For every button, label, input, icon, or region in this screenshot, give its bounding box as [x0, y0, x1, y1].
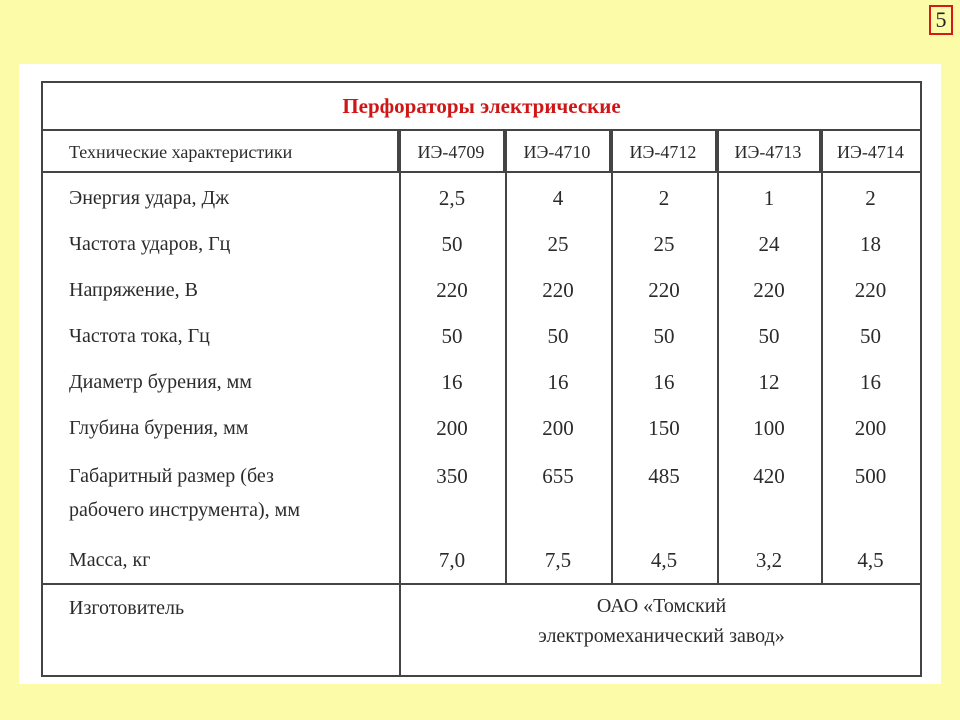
table-cell: 655	[542, 464, 574, 488]
table-cell: 16	[547, 370, 569, 394]
table-cell: 220	[753, 278, 785, 302]
table-cell: 3,2	[755, 548, 783, 572]
table-cell: 7,0	[438, 548, 466, 572]
row-label-impact-energy: Энергия удара, Дж	[69, 187, 230, 209]
row-divider	[43, 583, 920, 585]
page-number-badge: 5	[929, 5, 953, 35]
row-label-overall-size: Габаритный размер (без	[69, 465, 274, 487]
table-cell: 12	[758, 370, 780, 394]
table-cell: 1	[763, 186, 775, 210]
table-cell: 50	[441, 232, 463, 256]
table-cell: 420	[753, 464, 785, 488]
table-cell: 16	[860, 370, 881, 394]
table-cell: 50	[758, 324, 780, 348]
table-cell: 150	[648, 416, 680, 440]
table-cell: 4,5	[650, 548, 678, 572]
table-cell: 50	[441, 324, 463, 348]
manufacturer-line-1: ОАО «Томский	[596, 595, 727, 617]
manufacturer-line-2: электромеханический завод»	[538, 625, 785, 647]
table-cell: 16	[441, 370, 463, 394]
table-cell: 2	[865, 186, 876, 210]
table-cell: 500	[854, 464, 887, 488]
row-label-voltage: Напряжение, В	[69, 279, 199, 301]
table-cell: 50	[860, 324, 881, 348]
manufacturer-value	[401, 591, 922, 651]
table-cell: 25	[653, 232, 675, 256]
row-label-drill-depth: Глубина бурения, мм	[69, 417, 249, 439]
table-cell: 24	[758, 232, 780, 256]
table-cell: 4,5	[857, 548, 884, 572]
table-cell: 350	[436, 464, 468, 488]
table-cell: 2	[658, 186, 670, 210]
table-cell: 18	[860, 232, 881, 256]
header-model-4: ИЭ-4713	[717, 131, 821, 173]
row-label-manufacturer: Изготовитель	[69, 597, 185, 619]
row-label-drill-diameter: Диаметр бурения, мм	[69, 371, 252, 393]
row-label-impact-frequency: Частота ударов, Гц	[69, 233, 231, 255]
row-label-overall-size-cont: рабочего инструмента), мм	[69, 499, 300, 521]
header-model-3: ИЭ-4712	[611, 131, 717, 173]
table-cell: 220	[648, 278, 680, 302]
row-label-current-frequency: Частота тока, Гц	[69, 325, 210, 347]
table-cell: 50	[547, 324, 569, 348]
table-title: Перфораторы электрические	[43, 83, 920, 131]
table-cell: 25	[547, 232, 569, 256]
table-cell: 16	[653, 370, 675, 394]
table-cell: 485	[648, 464, 680, 488]
header-model-5: ИЭ-4714	[821, 131, 920, 173]
table-cell: 2,5	[438, 186, 466, 210]
slide-panel	[19, 64, 941, 684]
table-cell: 7,5	[544, 548, 572, 572]
table-cell: 50	[653, 324, 675, 348]
specs-table	[41, 81, 922, 677]
table-cell: 4	[552, 186, 564, 210]
header-model-2: ИЭ-4710	[505, 131, 611, 173]
table-cell: 200	[854, 416, 887, 440]
table-cell: 220	[436, 278, 468, 302]
table-cell: 200	[436, 416, 468, 440]
table-cell: 220	[854, 278, 887, 302]
table-cell: 100	[753, 416, 785, 440]
header-model-1: ИЭ-4709	[399, 131, 505, 173]
table-cell: 200	[542, 416, 574, 440]
header-param-label: Технические характеристики	[43, 131, 399, 173]
row-label-mass: Масса, кг	[69, 549, 151, 571]
table-cell: 220	[542, 278, 574, 302]
